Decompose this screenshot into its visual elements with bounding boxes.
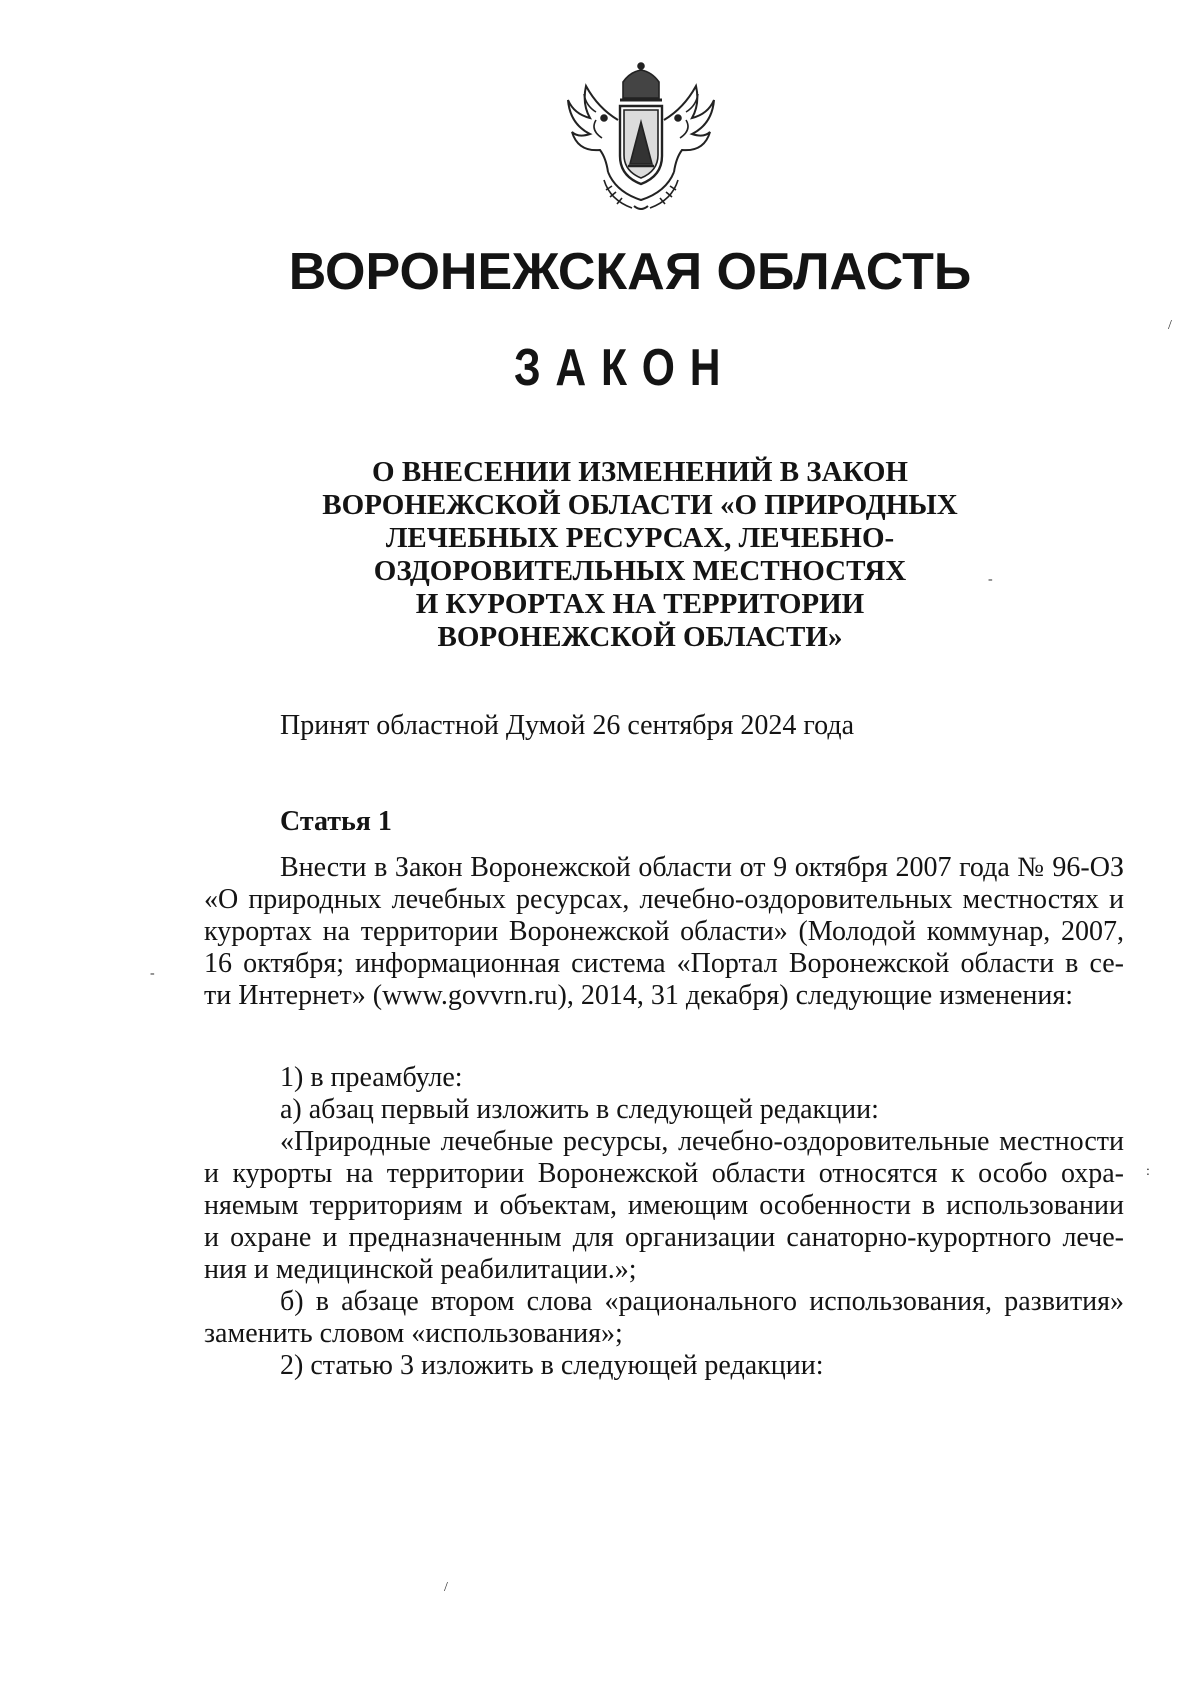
item-line: ния и медицинской реабилитации.»;: [204, 1254, 637, 1285]
law-name-line: О ВНЕСЕНИИ ИЗМЕНЕНИЙ В ЗАКОН: [372, 456, 908, 488]
item-line: б) в абзаце втором слова «рационального использования, развития»: [280, 1286, 1124, 1317]
adoption-note: Принят областной Думой 26 сентября 2024 года: [280, 710, 855, 741]
scan-speck: -: [988, 572, 993, 587]
item-line: а) абзац первый изложить в следующей редакции:: [280, 1094, 879, 1125]
item-line: «Природные лечебные ресурсы, лечебно-оздоровительные местности: [280, 1126, 1124, 1157]
law-name-line: ВОРОНЕЖСКОЙ ОБЛАСТИ»: [437, 621, 843, 653]
law-name-line: ВОРОНЕЖСКОЙ ОБЛАСТИ «О ПРИРОДНЫХ: [322, 489, 958, 521]
coat-of-arms-emblem: [560, 60, 722, 214]
law-name-line: И КУРОРТАХ НА ТЕРРИТОРИИ: [415, 588, 865, 620]
law-name-line: ОЗДОРОВИТЕЛЬНЫХ МЕСТНОСТЯХ: [373, 555, 907, 587]
article-intro-paragraph: [204, 852, 1124, 1012]
item-line: 2) статью 3 изложить в следующей редакции:: [280, 1350, 824, 1381]
paragraph-line: курортах на территории Воронежской области» (Молодой коммунар, 2007,: [204, 916, 1124, 947]
article-heading: Статья 1: [280, 806, 392, 837]
paragraph-line: «О природных лечебных ресурсах, лечебно-оздоровительных местностях и: [204, 884, 1124, 915]
paragraph-line: 16 октября; информационная система «Портал Воронежской области в се-: [204, 948, 1124, 979]
item-line: 1) в преамбуле:: [280, 1062, 463, 1093]
region-title: ВОРОНЕЖСКАЯ ОБЛАСТЬ: [288, 243, 972, 301]
law-name-line: ЛЕЧЕБНЫХ РЕСУРСАХ, ЛЕЧЕБНО-: [385, 522, 895, 554]
paragraph-line: ти Интернет» (www.govvrn.ru), 2014, 31 декабря) следующие изменения:: [204, 980, 1074, 1011]
paragraph-line: Внести в Закон Воронежской области от 9 октября 2007 года № 96-ОЗ: [280, 852, 1124, 883]
scan-speck: -: [150, 966, 155, 981]
law-name: [280, 456, 1000, 654]
item-line: няемым территориям и объектам, имеющим особенности в использовании: [204, 1190, 1124, 1221]
item-line: и охране и предназначенным для организации санаторно-курортного лече-: [204, 1222, 1124, 1253]
scan-speck: :: [1146, 1164, 1150, 1179]
scan-speck: /: [444, 1580, 448, 1595]
item-line: и курорты на территории Воронежской области относятся к особо охра-: [204, 1158, 1124, 1189]
document-type-title: ЗАКОН: [513, 339, 736, 397]
article-items: [204, 1062, 1124, 1382]
item-line: заменить словом «использования»;: [204, 1318, 623, 1349]
scan-speck: /: [1168, 318, 1172, 333]
